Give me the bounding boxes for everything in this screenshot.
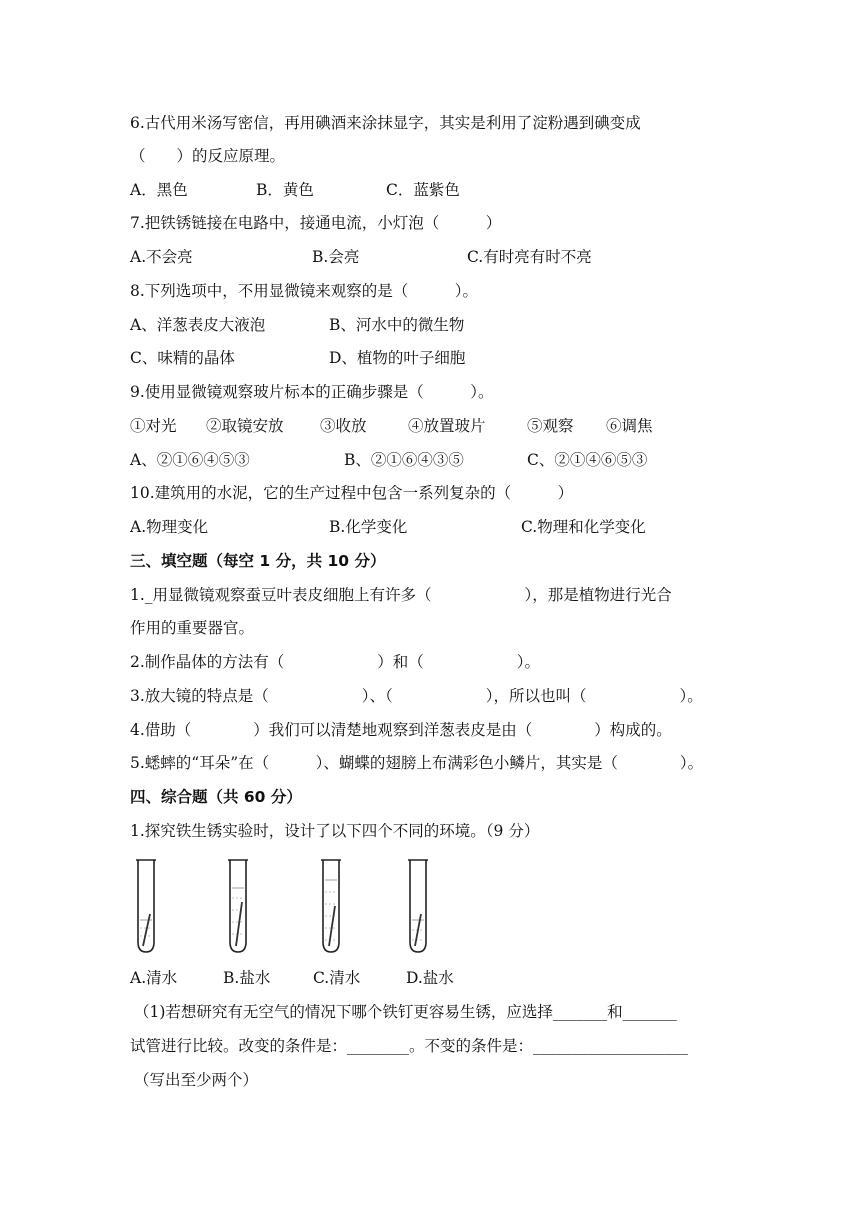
q9-step-6: ⑥调焦 [606, 417, 653, 435]
q10-option-b: B.化学变化 [329, 518, 408, 536]
fill-q2: 2.制作晶体的方法有（ ）和（ ）。 [130, 653, 541, 671]
q8-option-b: B、河水中的微生物 [329, 316, 465, 334]
fill-q5: 5.蟋蟀的“耳朵”在（ ）、蝴蝶的翅膀上布满彩色小鳞片，其实是（ ）。 [130, 754, 704, 772]
q9-step-5: ⑤观察 [527, 417, 574, 435]
q6-line1: 6.古代用米汤写密信，再用碘酒来涂抹显字，其实是利用了淀粉遇到碘变成 [130, 114, 641, 132]
q8-option-c: C、味精的晶体 [130, 349, 235, 367]
sub1-line3: （写出至少两个） [134, 1071, 259, 1089]
q10-text: 10.建筑用的水泥，它的生产过程中包含一系列复杂的（ ） [130, 484, 574, 502]
q7-option-c: C.有时亮有时不亮 [467, 248, 592, 266]
q7-option-b: B.会亮 [312, 248, 360, 266]
q6-option-b: B．黄色 [256, 181, 314, 199]
test-tube-c [321, 860, 341, 952]
q9-step-2: ②取镜安放 [206, 417, 284, 435]
tube-label-b: B.盐水 [223, 969, 271, 987]
section-3-title: 三、填空题（每空 1 分，共 10 分） [130, 552, 386, 570]
test-tube-a [136, 860, 156, 952]
q9-option-c: C、②①④⑥⑤③ [527, 451, 648, 469]
q9-text: 9.使用显微镜观察玻片标本的正确步骤是（ ）。 [130, 383, 494, 401]
q8-option-a: A、洋葱表皮大液泡 [130, 316, 266, 334]
q8-text: 8.下列选项中，不用显微镜来观察的是（ ）。 [130, 282, 479, 300]
fill-q3: 3.放大镜的特点是（ ）、（ ），所以也叫（ ）。 [130, 687, 703, 705]
q7-option-a: A.不会亮 [130, 248, 193, 266]
q9-option-a: A、②①⑥④⑤③ [130, 451, 250, 469]
tube-label-d: D.盐水 [406, 969, 454, 987]
section-4-title: 四、综合题（共 60 分） [130, 788, 302, 806]
sub1-line2: 试管进行比较。改变的条件是：________。不变的条件是：____________________ [130, 1037, 689, 1055]
fill-q1-line1: 1._用显微镜观察蚕豆叶表皮细胞上有许多（ ），那是植物进行光合 [130, 586, 672, 604]
q10-option-c: C.物理和化学变化 [521, 518, 646, 536]
q6-line2: （ ）的反应原理。 [130, 147, 286, 165]
fill-q4: 4.借助（ ）我们可以清楚地观察到洋葱表皮是由（ ）构成的。 [130, 721, 672, 739]
q9-step-4: ④放置玻片 [408, 417, 486, 435]
q6-option-c: C．蓝紫色 [386, 181, 460, 199]
sub1-line1: （1)若想研究有无空气的情况下哪个铁钉更容易生锈，应选择_______和_______ [134, 1003, 677, 1021]
q9-step-1: ①对光 [130, 417, 177, 435]
tube-label-c: C.清水 [313, 969, 361, 987]
tube-label-a: A.清水 [130, 969, 178, 987]
q8-option-d: D、植物的叶子细胞 [329, 349, 466, 367]
comp-q1-text: 1.探究铁生锈实验时，设计了以下四个不同的环境。（9 分） [130, 822, 540, 840]
fill-q1-line2: 作用的重要器官。 [130, 619, 255, 637]
q9-step-3: ③收放 [320, 417, 367, 435]
q6-option-a: A．黑色 [130, 181, 188, 199]
test-tubes-figure [130, 858, 450, 958]
q10-option-a: A.物理变化 [130, 518, 209, 536]
q7-text: 7.把铁锈链接在电路中，接通电流，小灯泡（ ） [130, 214, 502, 232]
q9-option-b: B、②①⑥④③⑤ [344, 451, 464, 469]
test-tube-b [228, 860, 248, 952]
test-tube-d [408, 860, 428, 952]
